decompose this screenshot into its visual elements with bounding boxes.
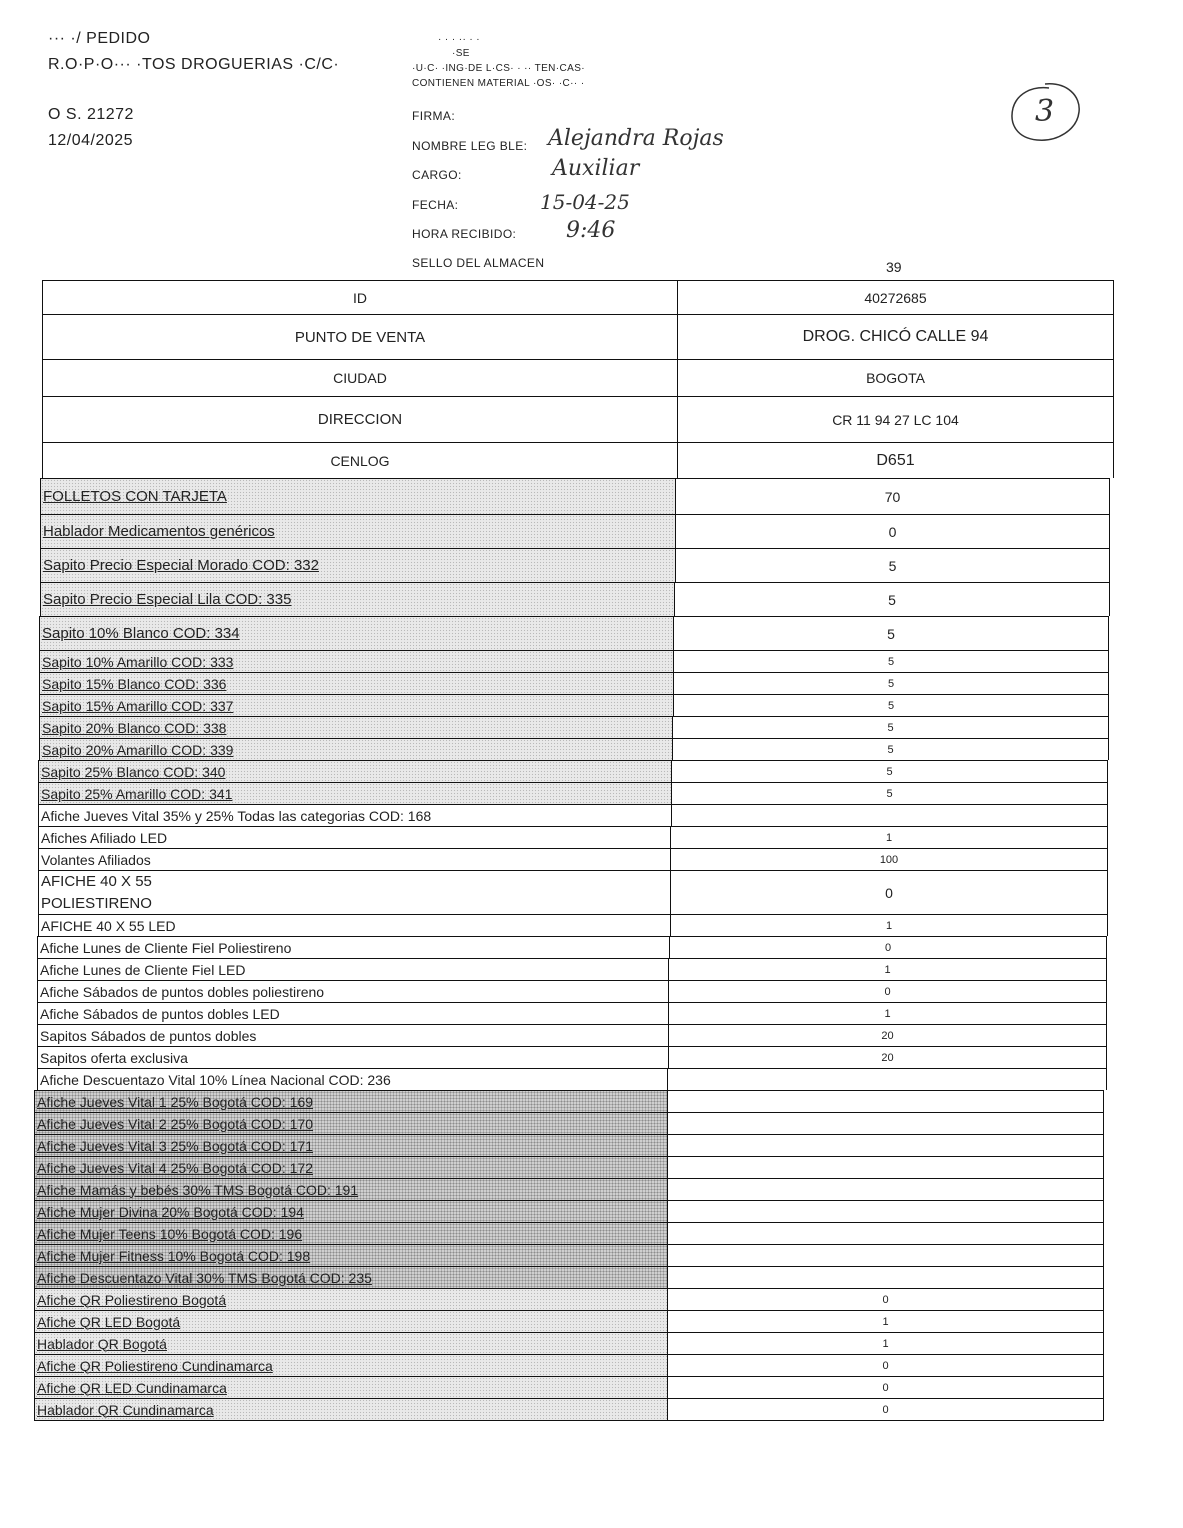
item-label-text: Afiche Mujer Fitness 10% Bogotá COD: 198 [37,1247,311,1264]
item-quantity [672,805,1108,826]
row-label: DIRECCION [42,397,678,442]
table-row [34,1354,1104,1376]
item-label-text: Afiche Descuentazo Vital 10% Línea Nacional COD: 236 [40,1071,391,1088]
item-quantity [668,1091,1104,1112]
item-label-text: Afiche Jueves Vital 4 25% Bogotá COD: 172 [37,1159,314,1176]
item-quantity [668,1223,1104,1244]
item-quantity: 0 [668,1399,1104,1420]
item-label [34,1289,668,1310]
item-quantity: 100 [671,849,1108,870]
item-label [39,673,674,694]
table-row [37,958,1107,980]
row-value: BOGOTA [678,360,1114,396]
item-label [39,617,674,650]
firma-label: FIRMA: [412,109,456,123]
item-label-text: AFICHE 40 X 55 POLIESTIRENO [41,872,152,912]
item-label [34,1377,668,1398]
item-label [34,1179,668,1200]
item-quantity [668,1267,1104,1288]
table-row [34,1178,1104,1200]
row-value: CR 11 94 27 LC 104 [678,397,1114,442]
order-date: 12/04/2025 [48,132,134,149]
item-quantity: 0 [669,981,1107,1002]
table-row [38,782,1108,804]
header-company: R.O·P·O··· ·TOS DROGUERIAS ·C/C· [48,56,340,73]
table-row [34,1398,1104,1420]
item-quantity: 5 [674,673,1109,694]
item-label-text: Afiches Afiliado LED [41,829,168,846]
header-note-2: ·SE [452,48,470,59]
item-quantity: 5 [674,695,1109,716]
item-quantity: 0 [676,515,1110,548]
item-label-text: Sapito Precio Especial Lila COD: 335 [43,591,292,608]
item-label [40,583,675,616]
item-label [40,479,676,514]
item-label-text: Afiche Descuentazo Vital 30% TMS Bogotá COD: 235 [37,1269,372,1286]
item-quantity: 5 [672,761,1108,782]
table-row [38,804,1108,826]
item-label [37,1025,669,1046]
item-quantity: 20 [669,1025,1107,1046]
table-row [34,1222,1104,1244]
item-label [39,695,674,716]
item-quantity: 1 [669,1003,1107,1024]
handwritten-cargo: Auxiliar [552,156,640,181]
sello-label: SELLO DEL ALMACEN [412,256,545,270]
item-label-text: Afiche Jueves Vital 3 25% Bogotá COD: 171 [37,1137,314,1154]
item-quantity: 5 [674,617,1109,650]
item-quantity: 0 [668,1377,1104,1398]
item-label [34,1135,668,1156]
item-label-text: Sapito 10% Blanco COD: 334 [42,625,240,642]
item-label [34,1333,668,1354]
item-quantity: 0 [670,937,1107,958]
nombre-label: NOMBRE LEG BLE: [412,139,528,153]
table-row [34,1310,1104,1332]
header-pedido: ··· ·/ PEDIDO [48,30,151,47]
item-quantity [668,1179,1104,1200]
table-row [34,1332,1104,1354]
item-label-text: Afiche QR Poliestireno Cundinamarca [37,1357,273,1374]
table-bottom-border [34,1420,1104,1421]
item-label-text: Afiche Sábados de puntos dobles poliestireno [40,983,325,1000]
header-table-row [42,396,1114,442]
header-table-row [42,442,1114,478]
table-row [40,548,1110,582]
header-note-1: · · · ·· · · [438,34,481,45]
item-quantity: 1 [668,1311,1104,1332]
item-quantity: 0 [671,871,1108,914]
handwritten-time: 9:46 [566,218,616,243]
table-row [37,980,1107,1002]
item-quantity: 0 [668,1289,1104,1310]
table-row [37,1046,1107,1068]
item-label [34,1201,668,1222]
item-quantity: 20 [669,1047,1107,1068]
item-label [34,1267,668,1288]
table-row [38,870,1108,914]
table-row [40,514,1110,548]
item-label [40,549,676,582]
item-label-text: Hablador QR Bogotá [37,1335,167,1352]
item-label-text: Hablador QR Cundinamarca [37,1401,214,1418]
table-row [38,826,1108,848]
item-label-text: Afiche Jueves Vital 35% y 25% Todas las categorias COD: 168 [41,807,432,824]
table-row [39,694,1109,716]
item-quantity: 5 [672,783,1108,804]
row-label: PUNTO DE VENTA [42,315,678,359]
item-label [38,915,671,936]
item-label [34,1245,668,1266]
cargo-label: CARGO: [412,168,462,182]
table-row [37,1068,1107,1090]
item-quantity: 1 [671,827,1108,848]
item-label [38,761,672,782]
order-number: O S. 21272 [48,106,134,123]
table-row [34,1112,1104,1134]
item-quantity: 70 [676,479,1110,514]
row-value: DROG. CHICÓ CALLE 94 [678,315,1114,359]
item-label [37,1047,669,1068]
hora-label: HORA RECIBIDO: [412,227,517,241]
item-quantity: 5 [675,583,1110,616]
item-quantity: 1 [671,915,1108,936]
item-label-text: Afiche QR Poliestireno Bogotá [37,1291,227,1308]
table-row [34,1266,1104,1288]
item-quantity: 5 [676,549,1110,582]
item-label [39,739,673,760]
item-quantity [668,1157,1104,1178]
item-label [38,827,671,848]
item-label-text: Sapito 10% Amarillo COD: 333 [42,653,234,670]
table-row [39,616,1109,650]
item-label-text: Volantes Afiliados [41,851,151,868]
table-row [34,1200,1104,1222]
item-label-text: Afiche Lunes de Cliente Fiel Poliestireno [40,939,292,956]
item-label-text: Sapito 20% Amarillo COD: 339 [42,741,234,758]
row-label: CENLOG [42,443,678,478]
item-label-text: Hablador Medicamentos genéricos [43,523,275,540]
table-row [37,1002,1107,1024]
item-quantity [668,1135,1104,1156]
item-label [39,717,673,738]
item-label-text: Sapito 25% Amarillo COD: 341 [41,785,233,802]
table-row [37,1024,1107,1046]
item-quantity [668,1069,1107,1090]
table-row [34,1376,1104,1398]
table-row [34,1156,1104,1178]
item-label-text: Sapito 15% Blanco COD: 336 [42,675,227,692]
row-value: D651 [678,443,1114,478]
item-label-text: Afiche Mamás y bebés 30% TMS Bogotá COD: 191 [37,1181,359,1198]
table-row [39,672,1109,694]
table-row [37,936,1107,958]
item-quantity: 1 [669,959,1107,980]
item-label [34,1223,668,1244]
item-label-text: Afiche Jueves Vital 1 25% Bogotá COD: 169 [37,1093,314,1110]
row-value: 40272685 [678,281,1114,314]
header-table-row [42,314,1114,359]
item-label-text: AFICHE 40 X 55 LED [41,917,176,934]
table-row [38,848,1108,870]
table-row [39,738,1109,760]
item-label-text: Afiche Lunes de Cliente Fiel LED [40,961,246,978]
item-label [34,1157,668,1178]
item-quantity [668,1245,1104,1266]
fecha-label: FECHA: [412,198,459,212]
item-label-text: Afiche Jueves Vital 2 25% Bogotá COD: 170 [37,1115,314,1132]
item-quantity [668,1201,1104,1222]
item-label [37,937,670,958]
item-quantity: 0 [668,1355,1104,1376]
table-row [34,1090,1104,1112]
item-quantity [668,1113,1104,1134]
circled-number: 3 [1005,78,1085,146]
item-label [37,981,669,1002]
item-label [38,849,671,870]
table-row [40,478,1110,514]
item-quantity: 1 [668,1333,1104,1354]
header-note-3: ·U·C· ·ING·DE L·CS· · ·· TEN·CAS· [412,63,585,74]
handwritten-date: 15-04-25 [540,190,630,214]
item-label [37,1003,669,1024]
item-label-text: Sapito 15% Amarillo COD: 337 [42,697,234,714]
item-label [39,651,674,672]
item-quantity: 5 [674,651,1109,672]
item-label [34,1355,668,1376]
table-row [34,1288,1104,1310]
header-table-row [42,359,1114,396]
item-label [34,1311,668,1332]
item-label [38,871,671,914]
item-label-text: Sapito Precio Especial Morado COD: 332 [43,557,319,574]
table-row [34,1134,1104,1156]
row-label: ID [42,281,678,314]
page-number: 39 [886,259,902,275]
table-row [39,650,1109,672]
item-quantity: 5 [673,717,1109,738]
item-label [37,959,669,980]
item-label [37,1069,668,1090]
item-label-text: Afiche QR LED Bogotá [37,1313,181,1330]
item-label-text: Afiche Mujer Teens 10% Bogotá COD: 196 [37,1225,303,1242]
item-label-text: Sapito 20% Blanco COD: 338 [42,719,227,736]
item-label-text: Afiche Mujer Divina 20% Bogotá COD: 194 [37,1203,304,1220]
item-label-text: Afiche QR LED Cundinamarca [37,1379,227,1396]
item-label [34,1113,668,1134]
item-label [38,805,672,826]
header-note-4: CONTIENEN MATERIAL ·OS· ·C·· · [412,78,585,89]
item-label-text: Afiche Sábados de puntos dobles LED [40,1005,280,1022]
item-label-text: FOLLETOS CON TARJETA [43,488,227,505]
handwritten-name: Alejandra Rojas [548,126,724,151]
table-row [38,760,1108,782]
item-label [34,1399,668,1420]
table-row [38,914,1108,936]
item-label [40,515,676,548]
table-row [39,716,1109,738]
item-quantity: 5 [673,739,1109,760]
item-label-text: Sapitos Sábados de puntos dobles [40,1027,257,1044]
table-row [34,1244,1104,1266]
item-label-text: Sapito 25% Blanco COD: 340 [41,763,226,780]
header-table-row [42,280,1114,314]
table-row [40,582,1110,616]
item-label-text: Sapitos oferta exclusiva [40,1049,188,1066]
row-label: CIUDAD [42,360,678,396]
item-label [34,1091,668,1112]
item-label [38,783,672,804]
